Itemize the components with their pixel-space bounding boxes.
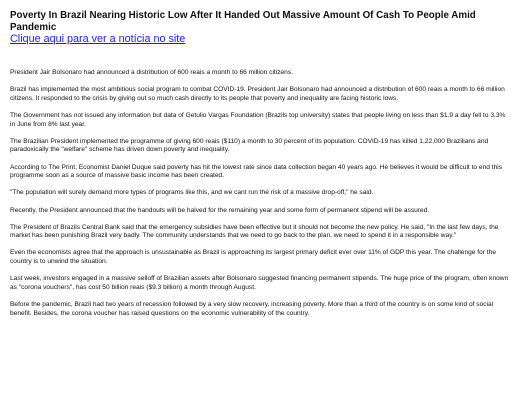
paragraph: The President of Brazils Central Bank said that the emergency subsidies have been effective but it should not become the new policy. He said, "In the last few days, the market has been punishing Brazil very badly. The community understands that we need to go back to the plan, we need to spend it in a responsible way.": [10, 223, 499, 240]
paragraph: President Jair Bolsonaro had announced a distribution of 600 reais a month to 66 million citizens.: [10, 69, 293, 76]
paragraph: Even the economists agree that the approach is unsustainable as Brazil is approaching its largest primary deficit ever over 11% of GDP this year. The challenge for the country is to unwind the situation.: [10, 249, 497, 266]
paragraph: Before the pandemic, Brazil had two years of recession followed by a very slow recovery, increasing poverty. More than a third of the country is on some kind of social benefit. Besides, the corona voucher has raised questions on the economic vulnerability of the country.: [10, 301, 494, 317]
paragraph: "The population will surely demand more types of programs like this, and we cant run the risk of a massive drop-off," he said.: [10, 189, 374, 197]
paragraph: Brazil has implemented the most ambitious social program to combat COVID-19. President Jair Bolsonaro had announced a distribution of 600 reais a month to 66 million citizens. It responded to the crisis by giving out so much cash directly to its people that poverty and inequality are facing historic lows.: [10, 86, 505, 102]
article-title: Poverty In Brazil Nearing Historic Low After It Handed Out Massive Amount Of Cash To People Amid Pandemic: [10, 10, 476, 33]
paragraph: According to The Print, Economist Daniel Duque said poverty has hit the lowest rate since data collection began 40 years ago. He believes it would be difficult to end this programme soon as a source of massive basic income has been created.: [10, 163, 503, 180]
paragraph: The Government has not issued any information but data of Getulio Vargas Foundation (Brazils top university) states that people living on less than $1.9 a day fell to 3.3% in June from 8% last year.: [10, 111, 506, 128]
article-page: [10, 10, 512, 327]
paragraph: The Brazilian President implemented the programme of giving 600 reais ($110) a month to 30 percent of its population. COVID-19 has killed 1,22,000 Brazilians and paradoxically the "welfare" scheme has driven down poverty and inequality.: [10, 137, 489, 154]
article-body: [10, 69, 512, 318]
source-link[interactable]: Clique aqui para ver a notícia no site: [10, 33, 186, 45]
paragraph: Recently, the President announced that the handouts will be halved for the remaining year and some form of permanent stipend will be assured.: [10, 206, 430, 214]
paragraph: Last week, investors engaged in a massive selloff of Brazilian assets after Bolsonaro suggested financing permanent stipends. The huge price of the program, often known as "corona vouchers", has cost 50 billion reais ($9.3 billion) a month through August.: [10, 275, 509, 291]
